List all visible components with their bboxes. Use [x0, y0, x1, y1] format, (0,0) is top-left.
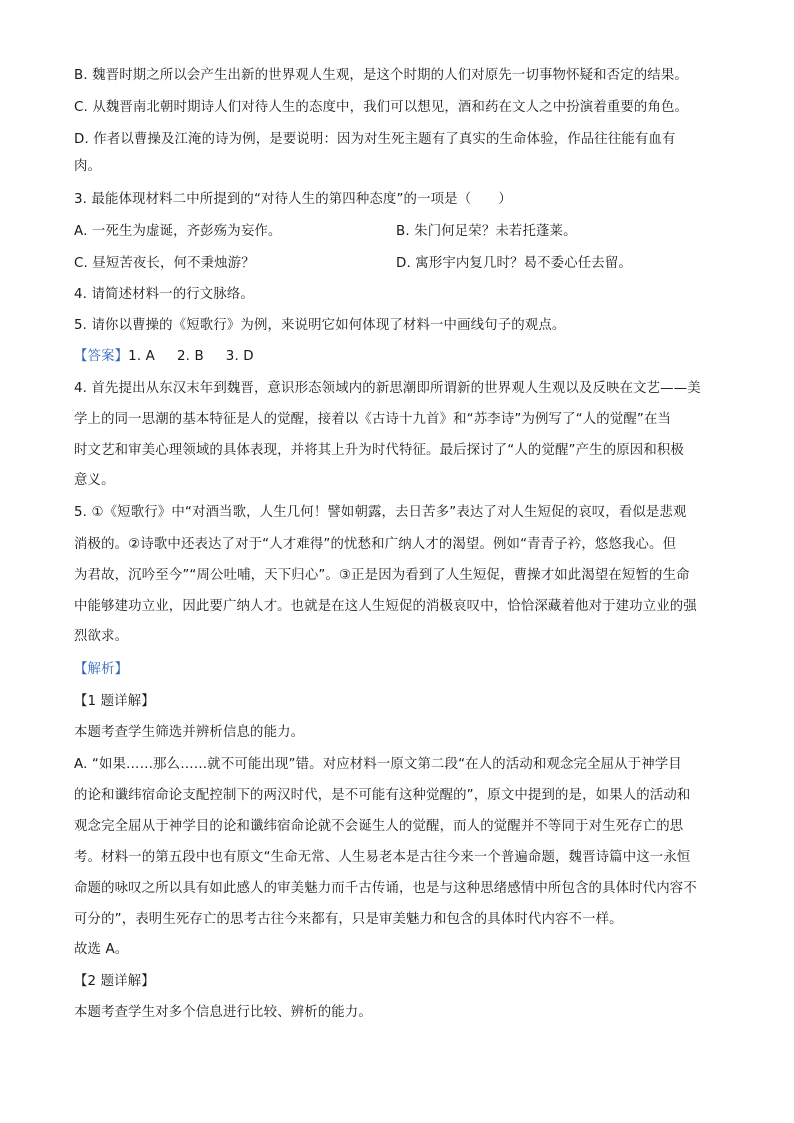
answer-4-line-3: 时文艺和审美心理领域的具体表现，并将其上升为时代特征。最后探讨了“人的觉醒”产生的原因和积极	[74, 443, 684, 458]
question-4: 4. 请简述材料一的行文脉络。	[74, 287, 254, 302]
answer-1: 1. A	[128, 349, 155, 364]
answer-5-line-2: 消极的。②诗歌中还表达了对于“人才难得”的忧愁和广纳人才的渴望。例如“青青子衿，悠悠我心。但	[74, 537, 677, 552]
analysis-tag: 【解析】	[74, 662, 129, 677]
answer-2: 2. B	[176, 349, 204, 364]
question-3-options-row-2	[74, 254, 720, 274]
question-3: 3. 最能体现材料二中所提到的“对待人生的第四种态度”的一项是（ ）	[74, 192, 512, 207]
detail-1-line-5: 命题的咏叹之所以具有如此感人的审美魅力而千古传诵，也是与这种思绪感情中所包含的具体时代内容不	[74, 881, 697, 896]
detail-2-heading: 【2 题详解】	[74, 974, 155, 989]
answer-5-line-3: 为君故，沉吟至今”“周公吐哺，天下归心”。③正是因为看到了人生短促，曹操才如此渴望在短暂的生命	[74, 568, 690, 583]
detail-1-intro: 本题考查学生筛选并辨析信息的能力。	[74, 725, 305, 740]
question-5: 5. 请你以曹操的《短歌行》为例，来说明它如何体现了材料一中画线句子的观点。	[74, 318, 566, 333]
answer-4-line-1: 4. 首先提出从东汉末年到魏晋，意识形态领域内的新思潮即所谓新的世界观人生观以及反映在文艺——美	[74, 381, 701, 396]
answer-tag: 【答案】	[74, 349, 129, 364]
option-c-line: C. 从魏晋南北朝时期诗人们对待人生的态度中，我们可以想见，酒和药在文人之中扮演着重要的角色。	[74, 100, 689, 115]
option-d-line-1: D. 作者以曹操及江淹的诗为例，是要说明：因为对生死主题有了真实的生命体验，作品往往能有血有	[74, 132, 676, 147]
answer-4-line-4: 意义。	[74, 473, 115, 488]
detail-1-line-3: 观念完全屈从于神学目的论和谶纬宿命论就不会诞生人的觉醒，而人的觉醒并不等同于对生死存亡的思	[74, 819, 684, 834]
answer-5-line-5: 烈欲求。	[74, 629, 129, 644]
detail-1-line-4: 考。材料一的第五段中也有原文“生命无常、人生易老本是古往今来一个普遍命题，魏晋诗篇中这一永恒	[74, 850, 691, 865]
detail-2-intro: 本题考查学生对多个信息进行比较、辨析的能力。	[74, 1005, 372, 1020]
detail-1-line-2: 的论和谶纬宿命论支配控制下的两汉时代，是不可能有这种觉醒的”，原文中提到的是，如果人的活动和	[74, 788, 691, 803]
detail-1-line-1: A. “如果……那么……就不可能出现”错。对应材料一原文第二段“在人的活动和观念完全屈从于神学目	[74, 757, 682, 772]
answer-5-line-4: 中能够建功立业，因此要广纳人才。也就是在这人生短促的消极哀叹中，恰恰深藏着他对于建功立业的强	[74, 599, 697, 614]
question-3-option-c: C. 昼短苦夜长，何不秉烛游？	[74, 256, 255, 271]
answer-4-line-2: 学上的同一思潮的基本特征是人的觉醒，接着以《古诗十九首》和“苏李诗”为例写了“人的觉醒”在当	[74, 412, 672, 427]
detail-1-line-6: 可分的”，表明生死存亡的思考古往今来都有，只是审美魅力和包含的具体时代内容不一样。	[74, 912, 623, 927]
question-3-option-b: B. 朱门何足荣？未若托蓬莱。	[396, 224, 577, 239]
option-d-line-2: 肉。	[74, 159, 102, 174]
detail-1-heading: 【1 题详解】	[74, 694, 155, 709]
answer-line	[74, 347, 254, 367]
question-3-option-a: A. 一死生为虚诞，齐彭殇为妄作。	[74, 224, 282, 239]
option-b-line: B. 魏晋时期之所以会产生出新的世界观人生观，是这个时期的人们对原先一切事物怀疑和否定的结果。	[74, 68, 688, 83]
answer-5-line-1: 5. ①《短歌行》中“对酒当歌，人生几何！譬如朝露，去日苦多”表达了对人生短促的哀叹，看似是悲观	[74, 505, 687, 520]
question-3-option-d: D. 寓形宇内复几时？曷不委心任去留。	[396, 256, 632, 271]
detail-1-selection: 故选 A。	[74, 942, 129, 957]
answer-3: 3. D	[225, 349, 254, 364]
question-3-options-row-1	[74, 222, 720, 242]
